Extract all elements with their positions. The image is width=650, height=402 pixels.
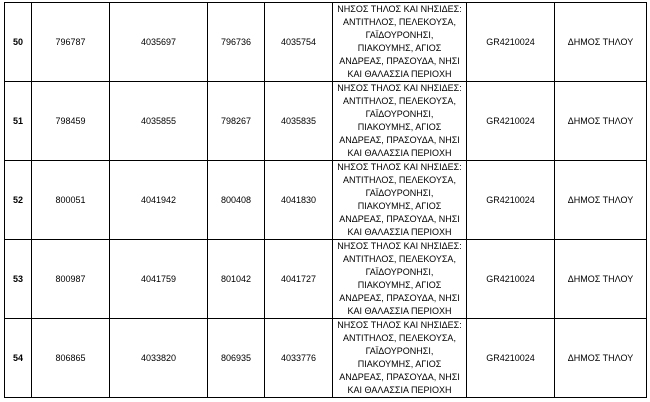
x2-cell: 806935 <box>208 319 265 398</box>
protected-area-cell <box>333 319 467 398</box>
area-line: ΠΙΑΚΟΥΜΗΣ, ΑΓΙΟΣ <box>357 122 442 132</box>
area-line: ΚΑΙ ΘΑΛΑΣΣΙΑ ΠΕΡΙΟΧΗ <box>347 227 452 237</box>
row-number: 52 <box>5 161 32 240</box>
site-code-cell: GR4210024 <box>467 82 555 161</box>
municipality-cell: ΔΗΜΟΣ ΤΗΛΟΥ <box>555 161 647 240</box>
area-line: ΝΗΣΟΣ ΤΗΛΟΣ ΚΑΙ ΝΗΣΙΔΕΣ: <box>337 320 462 330</box>
table-row <box>5 82 647 161</box>
municipality-cell: ΔΗΜΟΣ ΤΗΛΟΥ <box>555 3 647 82</box>
x2-cell: 800408 <box>208 161 265 240</box>
area-line: ΚΑΙ ΘΑΛΑΣΣΙΑ ΠΕΡΙΟΧΗ <box>347 148 452 158</box>
area-line: ΠΙΑΚΟΥΜΗΣ, ΑΓΙΟΣ <box>357 280 442 290</box>
y2-cell: 4033776 <box>265 319 333 398</box>
area-line: ΝΗΣΟΣ ΤΗΛΟΣ ΚΑΙ ΝΗΣΙΔΕΣ: <box>337 83 462 93</box>
area-line: ΑΝΤΙΤΗΛΟΣ, ΠΕΛΕΚΟΥΣΑ, <box>343 254 456 264</box>
site-code-cell: GR4210024 <box>467 161 555 240</box>
row-number: 53 <box>5 240 32 319</box>
table-row <box>5 240 647 319</box>
table-row <box>5 319 647 398</box>
protected-area-cell <box>333 161 467 240</box>
y1-cell: 4035855 <box>110 82 208 161</box>
x1-cell: 800987 <box>32 240 110 319</box>
protected-area-cell <box>333 240 467 319</box>
area-line: ΚΑΙ ΘΑΛΑΣΣΙΑ ΠΕΡΙΟΧΗ <box>347 69 452 79</box>
area-line: ΓΑΪΔΟΥΡΟΝΗΣΙ, <box>365 109 434 119</box>
y1-cell: 4041942 <box>110 161 208 240</box>
y2-cell: 4041830 <box>265 161 333 240</box>
area-line: ΚΑΙ ΘΑΛΑΣΣΙΑ ΠΕΡΙΟΧΗ <box>347 306 452 316</box>
table-body <box>5 3 647 398</box>
area-line: ΑΝΤΙΤΗΛΟΣ, ΠΕΛΕΚΟΥΣΑ, <box>343 17 456 27</box>
area-line: ΑΝΔΡΕΑΣ, ΠΡΑΣΟΥΔΑ, ΝΗΣΙ <box>339 293 460 303</box>
site-code-cell: GR4210024 <box>467 3 555 82</box>
protected-area-cell <box>333 82 467 161</box>
area-line: ΚΑΙ ΘΑΛΑΣΣΙΑ ΠΕΡΙΟΧΗ <box>347 385 452 395</box>
row-number: 54 <box>5 319 32 398</box>
municipality-cell: ΔΗΜΟΣ ΤΗΛΟΥ <box>555 240 647 319</box>
x2-cell: 798267 <box>208 82 265 161</box>
municipality-cell: ΔΗΜΟΣ ΤΗΛΟΥ <box>555 319 647 398</box>
y2-cell: 4035754 <box>265 3 333 82</box>
area-line: ΑΝΤΙΤΗΛΟΣ, ΠΕΛΕΚΟΥΣΑ, <box>343 333 456 343</box>
x1-cell: 800051 <box>32 161 110 240</box>
area-line: ΠΙΑΚΟΥΜΗΣ, ΑΓΙΟΣ <box>357 201 442 211</box>
y2-cell: 4035835 <box>265 82 333 161</box>
y1-cell: 4041759 <box>110 240 208 319</box>
area-line: ΑΝΔΡΕΑΣ, ΠΡΑΣΟΥΔΑ, ΝΗΣΙ <box>339 56 460 66</box>
site-code-cell: GR4210024 <box>467 240 555 319</box>
area-line: ΓΑΪΔΟΥΡΟΝΗΣΙ, <box>365 346 434 356</box>
row-number: 51 <box>5 82 32 161</box>
area-line: ΑΝΔΡΕΑΣ, ΠΡΑΣΟΥΔΑ, ΝΗΣΙ <box>339 214 460 224</box>
table-row <box>5 161 647 240</box>
y1-cell: 4035697 <box>110 3 208 82</box>
area-line: ΑΝΔΡΕΑΣ, ΠΡΑΣΟΥΔΑ, ΝΗΣΙ <box>339 135 460 145</box>
row-number: 50 <box>5 3 32 82</box>
x1-cell: 798459 <box>32 82 110 161</box>
area-line: ΠΙΑΚΟΥΜΗΣ, ΑΓΙΟΣ <box>357 43 442 53</box>
x2-cell: 801042 <box>208 240 265 319</box>
area-line: ΓΑΪΔΟΥΡΟΝΗΣΙ, <box>365 188 434 198</box>
area-line: ΠΙΑΚΟΥΜΗΣ, ΑΓΙΟΣ <box>357 359 442 369</box>
area-line: ΝΗΣΟΣ ΤΗΛΟΣ ΚΑΙ ΝΗΣΙΔΕΣ: <box>337 162 462 172</box>
area-line: ΓΑΪΔΟΥΡΟΝΗΣΙ, <box>365 30 434 40</box>
area-line: ΝΗΣΟΣ ΤΗΛΟΣ ΚΑΙ ΝΗΣΙΔΕΣ: <box>337 241 462 251</box>
area-line: ΑΝΤΙΤΗΛΟΣ, ΠΕΛΕΚΟΥΣΑ, <box>343 96 456 106</box>
coordinates-table <box>4 2 647 398</box>
municipality-cell: ΔΗΜΟΣ ΤΗΛΟΥ <box>555 82 647 161</box>
table-row <box>5 3 647 82</box>
x1-cell: 806865 <box>32 319 110 398</box>
area-line: ΓΑΪΔΟΥΡΟΝΗΣΙ, <box>365 267 434 277</box>
area-line: ΝΗΣΟΣ ΤΗΛΟΣ ΚΑΙ ΝΗΣΙΔΕΣ: <box>337 4 462 14</box>
y1-cell: 4033820 <box>110 319 208 398</box>
x2-cell: 796736 <box>208 3 265 82</box>
x1-cell: 796787 <box>32 3 110 82</box>
area-line: ΑΝΤΙΤΗΛΟΣ, ΠΕΛΕΚΟΥΣΑ, <box>343 175 456 185</box>
y2-cell: 4041727 <box>265 240 333 319</box>
site-code-cell: GR4210024 <box>467 319 555 398</box>
protected-area-cell <box>333 3 467 82</box>
area-line: ΑΝΔΡΕΑΣ, ΠΡΑΣΟΥΔΑ, ΝΗΣΙ <box>339 372 460 382</box>
